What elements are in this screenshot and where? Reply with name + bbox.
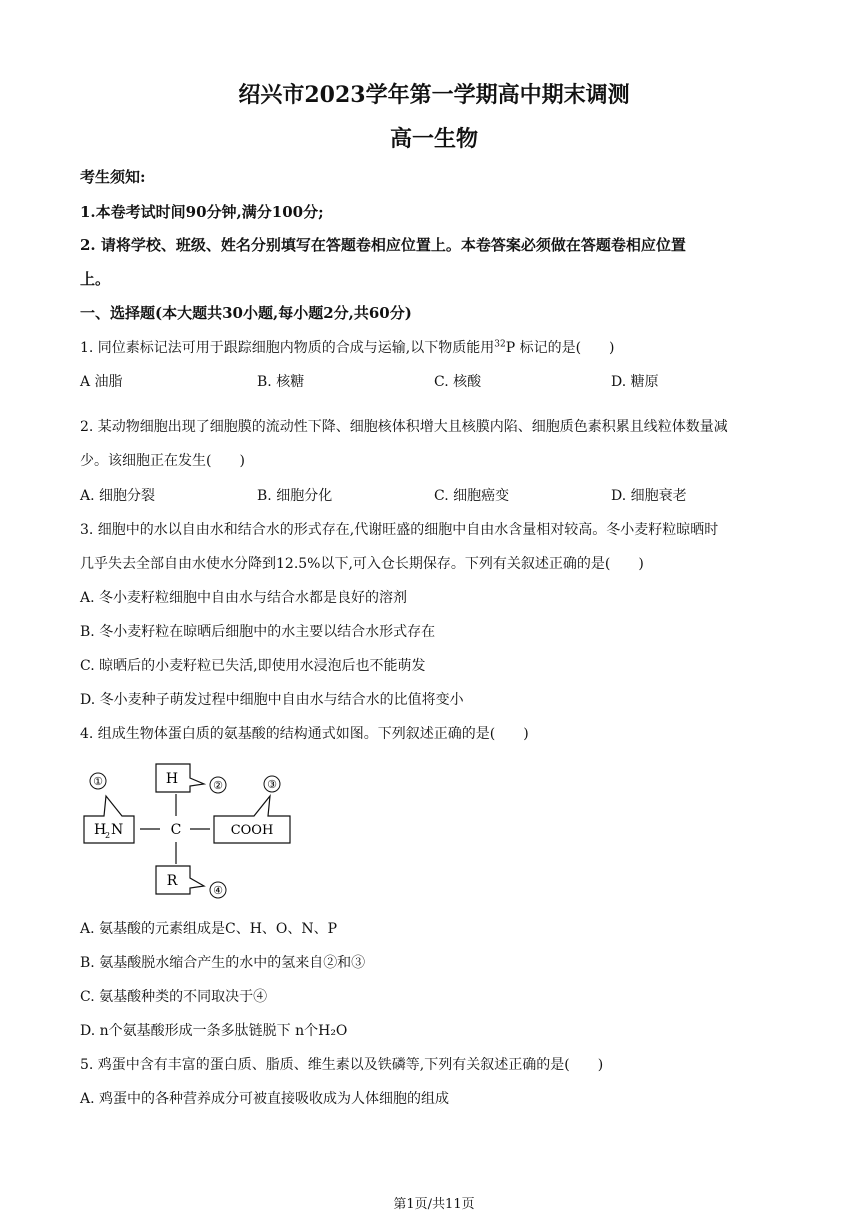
- hydrogen-atom: H: [165, 771, 179, 787]
- question-2-stem-line-2: 少。该细胞正在发生( ): [80, 453, 245, 469]
- question-1-option-a: A 油脂: [80, 374, 123, 390]
- amino-h: H: [94, 822, 107, 838]
- label-2: ②: [213, 779, 223, 792]
- carboxyl-group: COOH: [230, 823, 274, 838]
- exam-subtitle: 高一生物: [389, 126, 478, 152]
- question-3-option-c: C. 晾晒后的小麦籽粒已失活,即使用水浸泡后也不能萌发: [80, 658, 426, 674]
- question-4-option-b: B. 氨基酸脱水缩合产生的水中的氢来自②和③: [80, 955, 366, 971]
- question-2-option-a: A. 细胞分裂: [80, 488, 156, 504]
- isotope-superscript: 32: [494, 339, 506, 350]
- question-3-stem-line-2: 几乎失去全部自由水使水分降到12.5%以下,可入仓长期保存。下列有关叙述正确的是( ): [80, 556, 644, 572]
- page-footer: 第1页/共11页: [393, 1197, 475, 1212]
- amino-n: N: [111, 822, 124, 838]
- notice-item-2-line-2: 上。: [80, 270, 111, 288]
- question-1-option-b: B. 核糖: [257, 374, 305, 390]
- central-carbon: C: [170, 822, 182, 838]
- question-4-option-d: D. n个氨基酸形成一条多肽链脱下 n个H₂O: [80, 1023, 348, 1039]
- r-group: R: [166, 873, 178, 889]
- question-3-stem-line-1: 3. 细胞中的水以自由水和结合水的形式存在,代谢旺盛的细胞中自由水含量相对较高。冬小麦籽粒晾晒时: [80, 522, 719, 538]
- question-1-option-c: C. 核酸: [434, 374, 482, 390]
- question-1-option-d: D. 糖原: [611, 374, 659, 390]
- amino-acid-diagram: [78, 758, 308, 906]
- exam-title: 绍兴市2023学年第一学期高中期末调测: [238, 82, 630, 108]
- question-4-option-c: C. 氨基酸种类的不同取决于④: [80, 989, 268, 1005]
- notice-heading: 考生须知:: [80, 168, 146, 186]
- notice-item-1: 1.本卷考试时间90分钟,满分100分;: [80, 203, 324, 221]
- amino-subscript: 2: [105, 831, 111, 840]
- question-3-option-d: D. 冬小麦种子萌发过程中细胞中自由水与结合水的比值将变小: [80, 692, 464, 708]
- label-4: ④: [213, 884, 223, 897]
- question-5-stem: 5. 鸡蛋中含有丰富的蛋白质、脂质、维生素以及铁磷等,下列有关叙述正确的是( ): [80, 1057, 604, 1073]
- question-1-stem-text: 1. 同位素标记法可用于跟踪细胞内物质的合成与运输,以下物质能用: [80, 340, 495, 356]
- label-1: ①: [93, 775, 103, 788]
- label-3: ③: [267, 778, 277, 791]
- question-2-stem-line-1: 2. 某动物细胞出现了细胞膜的流动性下降、细胞核体积增大且核膜内陷、细胞质色素积累且线粒体数量减: [80, 419, 728, 435]
- question-2-option-b: B. 细胞分化: [257, 488, 333, 504]
- question-4-option-a: A. 氨基酸的元素组成是C、H、O、N、P: [80, 921, 338, 937]
- hydrogen-box: [156, 764, 204, 792]
- question-4-stem: 4. 组成生物体蛋白质的氨基酸的结构通式如图。下列叙述正确的是( ): [80, 726, 529, 742]
- question-1-stem-tail: P 标记的是( ): [505, 340, 615, 356]
- section-heading: 一、选择题(本大题共30小题,每小题2分,共60分): [80, 304, 412, 322]
- r-group-box: [156, 866, 204, 894]
- question-3-option-a: A. 冬小麦籽粒细胞中自由水与结合水都是良好的溶剂: [80, 590, 408, 606]
- question-5-option-a: A. 鸡蛋中的各种营养成分可被直接吸收成为人体细胞的组成: [80, 1091, 450, 1107]
- question-2-option-c: C. 细胞癌变: [434, 488, 510, 504]
- question-3-option-b: B. 冬小麦籽粒在晾晒后细胞中的水主要以结合水形式存在: [80, 624, 436, 640]
- question-1-stem: [80, 337, 615, 357]
- question-2-option-d: D. 细胞衰老: [611, 488, 687, 504]
- notice-item-2-line-1: 2. 请将学校、班级、姓名分别填写在答题卷相应位置上。本卷答案必须做在答题卷相应位置: [80, 236, 686, 254]
